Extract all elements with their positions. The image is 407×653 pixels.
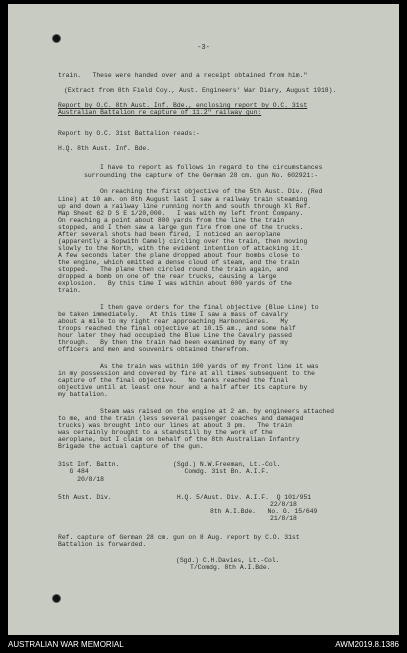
text-line: H.Q. 8th Aust. Inf. Bde. [58,145,151,152]
text-line: 31st Inf. Battn. (Sgd.) N.W.Freeman, Lt.-Col. [58,461,281,468]
text-line: through. By then the train had been examined by many of my [58,339,289,346]
text-line: Ref. capture of German 28 cm. gun on 8 Aug. report by C.O. 31st [58,534,300,541]
text-line: trucks) was brought into our lines at about 3 pm. The train [58,422,292,429]
text-line: On reaching a point about 800 yards from the line the train [58,217,285,224]
text-line: stopped, and I then saw a large gun fire from one of the trucks. [58,224,304,231]
text-line: about a mile to my right rear approaching Harbonnieres. My [58,318,289,325]
text-line: Brigade the actual capture of the gun. [58,443,204,450]
text-line: T/Comdg. 8th A.I.Bde. [190,564,271,571]
text-line: 8th A.I.Bde. No. G. 15/649 [210,508,318,515]
text-line: be taken immediately. At this time I saw a mass of cavalry [58,311,289,318]
text-line: On reaching the first objective of the 5th Aust. Div. (Red [100,188,323,195]
text-line: 21/8/18 [270,515,297,522]
text-line: slowly to the North, with the evident intention of attacking it. [58,245,304,252]
text-line: (Extract from 8th Field Coy., Aust. Engineers' War Diary, August 1918). [64,87,337,94]
text-line: After several shots had been fired, I noticed an aeroplane [58,231,281,238]
text-line: Map Sheet 62 D S E 1/20,000. I was with my left front Company. [58,210,304,217]
text-line: I then gave orders for the final objective (Blue Line) to [100,304,319,311]
page-number: -3- [197,44,210,52]
text-line: Australian Battalion re capture of 11.2" railway gun: [58,109,262,116]
text-line: Report by O.C. 31st Battalion reads:- [58,130,200,137]
text-line: Report by O.C. 8th Aust. Inf. Bde., enclosing report by O.C. 31st [58,102,308,109]
text-line: in my possession and covered by fire at all times subsequent to the [58,370,315,377]
archive-footer [0,637,407,653]
archive-name: AUSTRALIAN WAR MEMORIAL [8,640,124,649]
text-line: explosion. By this time I was within about 600 yards of the [58,280,292,287]
text-line: up and down a railway line running north and south through Xl Ref. [58,203,312,210]
text-line: 20/8/18 [58,476,105,483]
text-line: was certainly brought to a standstill by the work of the [58,429,273,436]
text-line: G 484 Comdg. 31st Bn. A.I.F. [58,468,269,475]
text-line: troops reached the final objective at 10.15 am., and some half [58,325,296,332]
text-line: the engine, which emitted a dense cloud of steam, and the train [58,259,300,266]
text-line: stopped. The plane then circled round the train again, and [58,266,289,273]
archive-id: AWM2019.8.1386 [335,640,399,649]
punch-hole [52,34,61,43]
text-line: 22/8/18 [270,501,297,508]
punch-hole [52,594,61,603]
text-line: to me, and the train (less several passenger coaches and damaged [58,415,304,422]
text-line: Battalion is forwarded. [58,541,147,548]
text-line: capture of the final objective. No tanks reached the final [58,377,289,384]
text-line: train. These were handed over and a receipt obtained from him." [58,72,308,79]
text-line: (apparently a Sopwith Camel) circling over the train, then moving [58,238,308,245]
text-line: train. [58,287,82,294]
document-page [8,4,399,635]
text-line: dropped a bomb on one of the rear trucks, causing a large [58,273,277,280]
text-line: aeroplane, but I claim on behalf of the 8th Australian Infantry [58,436,300,443]
text-line: 5th Aust. Div. H.Q. 5/Aust. Div. A.I.F. Q 101/951 [58,494,312,501]
text-line: As the train was within 100 yards of my front line it was [100,363,319,370]
text-line: A few seconds later the plane dropped about four bombs close to [58,252,300,259]
text-line: I have to report as follows in regard to the circumstances [100,164,323,171]
text-line: Steam was raised on the engine at 2 am. by engineers attached [100,408,334,415]
text-line: officers and men and souvenirs obtained therefrom. [58,346,250,353]
text-line: Line) at 10 am. on 8th August last I saw a railway train steaming [58,196,308,203]
text-line: my battalion. [58,391,108,398]
text-line: surrounding the capture of the German 28 cm. gun No. 602921:- [84,172,318,179]
text-line: hour later they had occupied the Blue Line the Cavalry passed [58,332,292,339]
text-line: objective until at least one hour and a half after its capture by [58,384,308,391]
text-line: (Sgd.) C.H.Davies, Lt.-Col. [176,557,280,564]
